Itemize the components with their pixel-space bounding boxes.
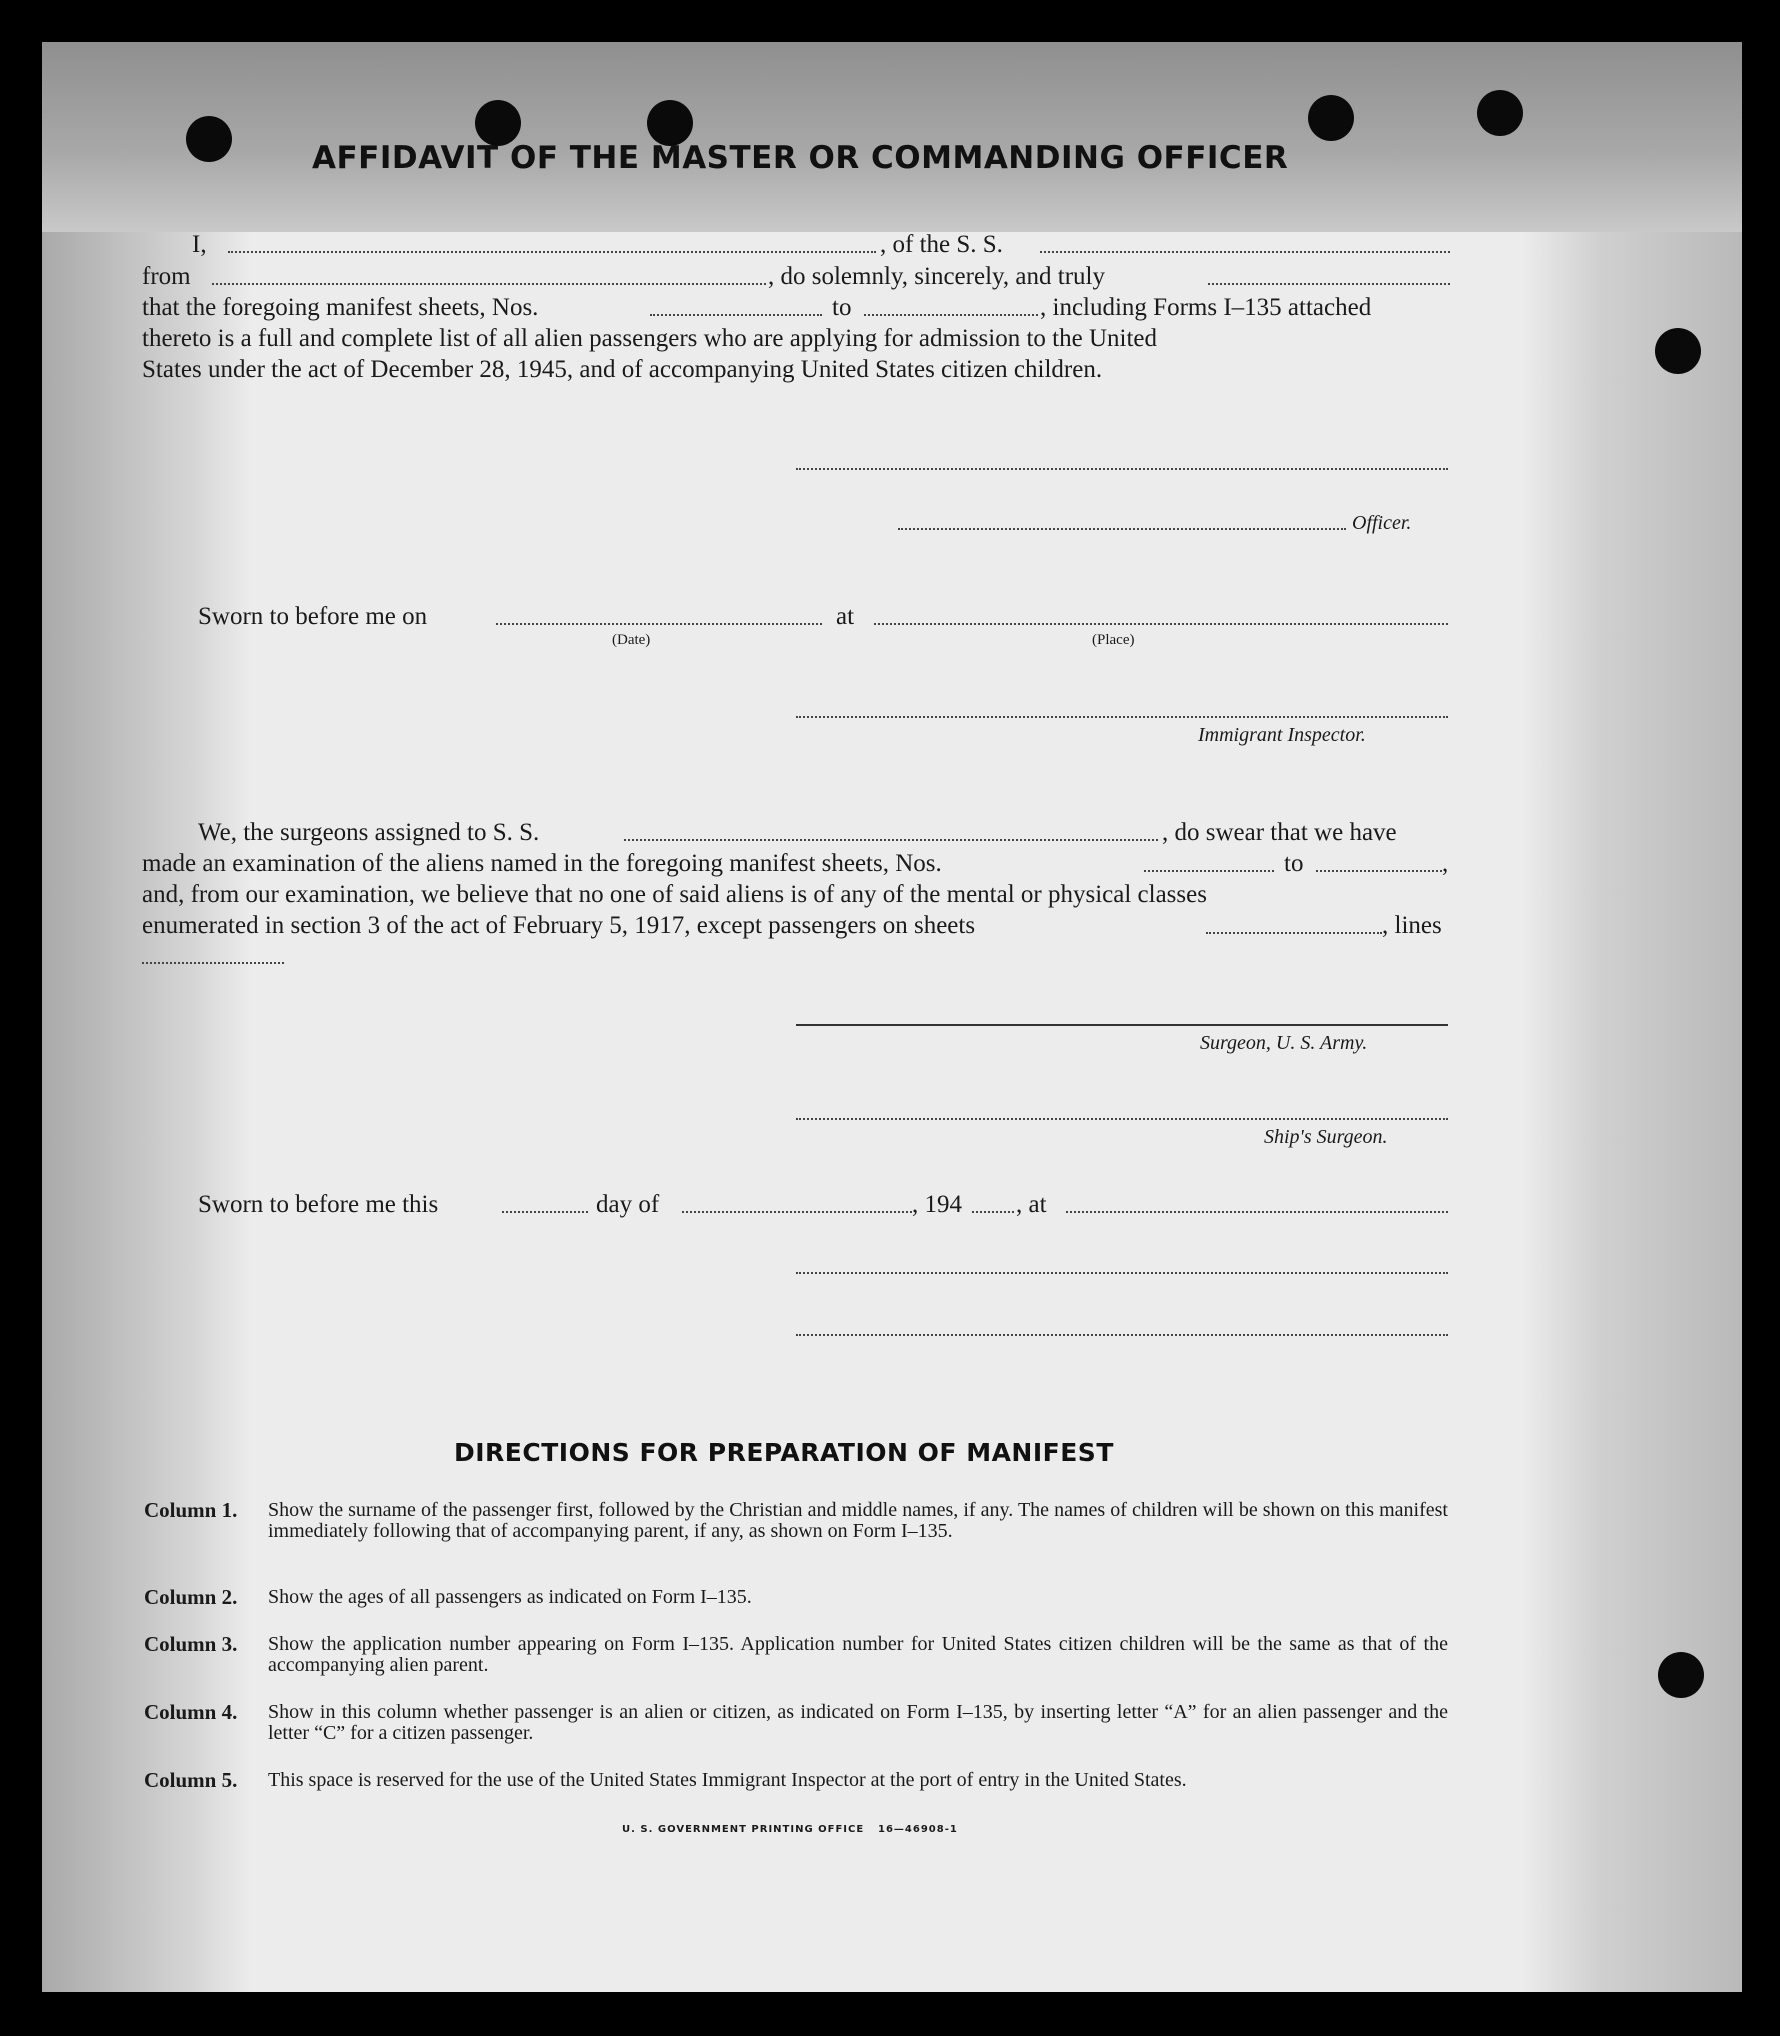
sworn-on-label: Sworn to before me on	[198, 603, 428, 630]
directions-title: DIRECTIONS FOR PREPARATION OF MANIFEST	[454, 1438, 1114, 1467]
master-name-field[interactable]	[228, 251, 876, 253]
sworn-month-field[interactable]	[682, 1211, 912, 1213]
column-4-label: Column 4.	[144, 1700, 238, 1724]
column-5-text: This space is reserved for the use of the United States Immigrant Inspector at the port of entry in the United States.	[268, 1769, 1187, 1791]
exam-sheets-from-field[interactable]	[1144, 870, 1274, 872]
affidavit-line5: States under the act of December 28, 1945, and of accompanying United States citizen children.	[142, 356, 1103, 383]
punch-hole	[1658, 1652, 1704, 1698]
column-1-label: Column 1.	[144, 1498, 238, 1522]
place-caption: (Place)	[1092, 632, 1135, 648]
inspector-label: Immigrant Inspector.	[1198, 724, 1366, 746]
year-prefix-label: , 194	[912, 1191, 962, 1218]
inspector-signature-field[interactable]	[796, 716, 1448, 718]
punch-hole	[1477, 90, 1523, 136]
inspector-title-field[interactable]	[796, 1334, 1448, 1336]
sworn-place-field[interactable]	[874, 623, 1448, 625]
punch-hole	[1308, 95, 1354, 141]
exam-sheets-to-field[interactable]	[1316, 870, 1442, 872]
sworn-at-label-2: , at	[1016, 1191, 1047, 1218]
affidavit-line4: thereto is a full and complete list of all alien passengers who are applying for admission to the United	[142, 325, 1158, 352]
punch-hole	[186, 116, 232, 162]
officer-label: Officer.	[1352, 512, 1412, 534]
surgeons-line4-start: enumerated in section 3 of the act of February 5, 1917, except passengers on sheets	[142, 912, 976, 939]
column-3-text: Show the application number appearing on Form I–135. Application number for United States citizen children will be the same as that of the accompanying alien parent.	[268, 1633, 1448, 1676]
ship-surgeon-label: Ship's Surgeon.	[1264, 1126, 1388, 1148]
surgeons-line2-to: to	[1284, 850, 1304, 877]
oath-blank-field[interactable]	[1208, 283, 1450, 285]
date-caption: (Date)	[612, 632, 651, 648]
surgeons-line1-end: , do swear that we have	[1162, 819, 1397, 846]
column-2-text: Show the ages of all passengers as indicated on Form I–135.	[268, 1586, 752, 1608]
except-lines-field[interactable]	[142, 962, 284, 964]
column-2-label: Column 2.	[144, 1585, 238, 1609]
punch-hole	[1655, 328, 1701, 374]
army-surgeon-signature-field[interactable]	[796, 1024, 1448, 1026]
affidavit-line3-end: , including Forms I–135 attached	[1040, 294, 1372, 321]
ship-surgeon-signature-field[interactable]	[796, 1118, 1448, 1120]
affidavit-line3-start: that the foregoing manifest sheets, Nos.	[142, 294, 539, 321]
army-surgeon-label: Surgeon, U. S. Army.	[1200, 1032, 1368, 1054]
surgeons-line2-end: ,	[1442, 850, 1449, 877]
sheets-from-field[interactable]	[650, 314, 822, 316]
sworn-day-field[interactable]	[502, 1211, 588, 1213]
inspector-signature-field-2[interactable]	[796, 1272, 1448, 1274]
ship-name-field[interactable]	[1040, 251, 1450, 253]
affidavit-line1-start: I,	[192, 231, 207, 258]
sheet-top-shadow	[42, 42, 1742, 232]
port-from-field[interactable]	[212, 283, 766, 285]
sworn-at-label: at	[836, 603, 855, 630]
surgeons-line2-start: made an examination of the aliens named in the foregoing manifest sheets, Nos.	[142, 850, 942, 877]
surgeons-line4-end: , lines	[1382, 912, 1442, 939]
column-3-label: Column 3.	[144, 1632, 238, 1656]
sworn-this-label: Sworn to before me this	[198, 1191, 439, 1218]
column-1-text: Show the surname of the passenger first, followed by the Christian and middle names, if any. The names of children will be shown on this manifest immediately following that of accompanying parent, if any, as shown on Form I–135.	[268, 1499, 1448, 1542]
affidavit-line2-oath: , do solemnly, sincerely, and truly	[768, 263, 1105, 290]
sworn-date-field[interactable]	[496, 623, 822, 625]
surgeons-line3: and, from our examination, we believe that no one of said aliens is of any of the mental or physical classes	[142, 881, 1207, 908]
day-of-label: day of	[596, 1191, 660, 1218]
sworn-year-field[interactable]	[972, 1211, 1014, 1213]
surgeons-line1-start: We, the surgeons assigned to S. S.	[198, 819, 540, 846]
column-5-label: Column 5.	[144, 1768, 238, 1792]
printer-imprint: U. S. GOVERNMENT PRINTING OFFICE	[622, 1824, 865, 1835]
sworn-place-field-2[interactable]	[1066, 1211, 1448, 1213]
surgeons-ship-field[interactable]	[624, 839, 1158, 841]
affidavit-line2-start: from	[142, 263, 191, 290]
affidavit-line3-to: to	[832, 294, 852, 321]
except-sheets-field[interactable]	[1206, 932, 1382, 934]
column-4-text: Show in this column whether passenger is an alien or citizen, as indicated on Form I–135, by inserting letter “A” for an alien passenger and the letter “C” for a citizen passenger.	[268, 1701, 1448, 1744]
officer-signature-field[interactable]	[898, 528, 1346, 530]
sheets-to-field[interactable]	[864, 314, 1038, 316]
signature-line[interactable]	[796, 468, 1448, 470]
form-code: 16—46908-1	[878, 1824, 958, 1835]
affidavit-line1-ship: , of the S. S.	[880, 231, 1003, 258]
affidavit-title: AFFIDAVIT OF THE MASTER OR COMMANDING OFFICER	[312, 140, 1289, 176]
